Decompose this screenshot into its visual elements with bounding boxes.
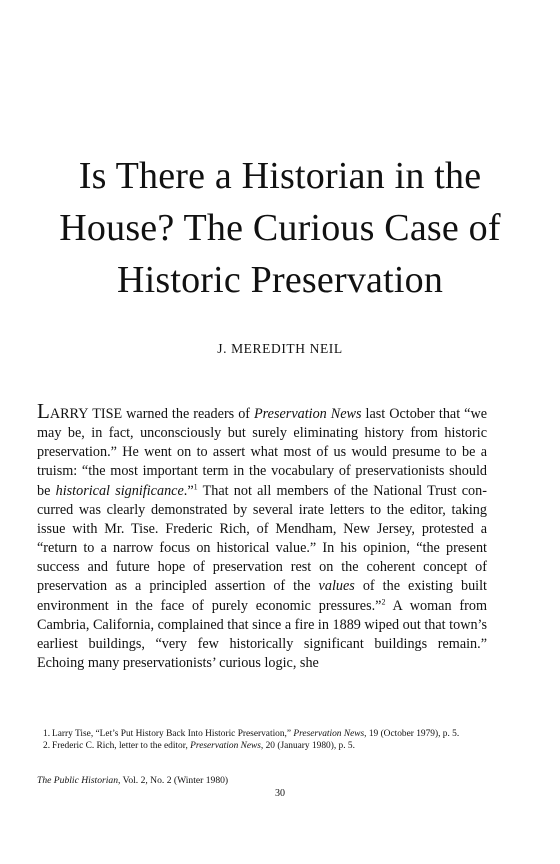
author-last-cap: N (309, 341, 320, 356)
lead-cap-t: T (92, 406, 101, 422)
footnote-2 (37, 741, 487, 753)
lead-small-caps-2: ISE (100, 406, 123, 422)
footnote-ref-1[interactable]: 1 (193, 481, 198, 491)
title-line-3: Historic Preservation (116, 259, 444, 301)
body-text-1: warned the readers of (122, 406, 255, 422)
body-text-2: last October that “we may be, in fact, unconsciously but surely eliminating history from historic preservation.” He went on to assert what most of us would presume to be a truism: “the most important term in the vocabulary of preservationists should be (37, 406, 488, 499)
body-paragraph (37, 399, 488, 673)
page-number: 30 (275, 788, 285, 799)
footnotes (37, 729, 487, 752)
journal-citation (37, 775, 228, 787)
title-line-2: House? The Curious Case of (59, 207, 501, 249)
lead-small-caps-1: ARRY (49, 406, 89, 422)
body-text-4: That not all members of the National Trust concurred was clearly demonstrated by several irate letters to the editor, taking issue with Mr. Tise. Frederic Rich, of Mendham, New Jersey, protested a “return to a narrow focus on historical value.” In his opinion, “the present success and future hope of preservation rest on the coherent concept of preservation as a principled assertion of the (37, 482, 487, 595)
drop-cap: L (37, 399, 50, 423)
body-italic-3: values (318, 578, 355, 595)
footnote-text: , 19 (October 1979), p. 5. (364, 729, 460, 739)
journal-details: , Vol. 2, No. 2 (Winter 1980) (118, 775, 229, 786)
footnote-number: 2. (43, 740, 51, 751)
footnote-text: , 20 (January 1980), p. 5. (260, 740, 355, 751)
body-text-6: A woman from Cambria, California, complained that since a fire in 1889 wiped out that town’s earliest buildings, “very few historically significant buildings remain.” Echoing many preservationists’ curious logic, she (37, 597, 487, 672)
title-line-1: Is There a Historian in the (78, 155, 482, 197)
footnote-italic: Preservation News (293, 729, 365, 739)
article-title (40, 150, 520, 306)
author-first-rest: EREDITH (243, 341, 306, 356)
body-text-3: .” (183, 482, 194, 499)
author-byline (0, 341, 560, 357)
author-initial: J. (217, 341, 232, 356)
footnote-text: Frederic C. Rich, letter to the editor, (52, 740, 191, 751)
footnote-ref-2[interactable]: 2 (381, 596, 386, 606)
footnote-text: Larry Tise, “Let’s Put History Back Into Historic Preservation,” (52, 729, 294, 739)
body-text-5: of the existing built environment in the face of purely economic pressures.” (37, 578, 487, 614)
body-italic-2: historical significance (55, 482, 184, 499)
author-first-cap: M (231, 341, 244, 356)
author-last-rest: EIL (319, 341, 343, 356)
footnote-number: 1. (43, 729, 51, 739)
footnote-italic: Preservation News (190, 740, 261, 751)
journal-name: The Public Historian (37, 775, 119, 786)
footnote-1 (37, 729, 487, 741)
body-italic-1: Preservation News (254, 406, 362, 422)
